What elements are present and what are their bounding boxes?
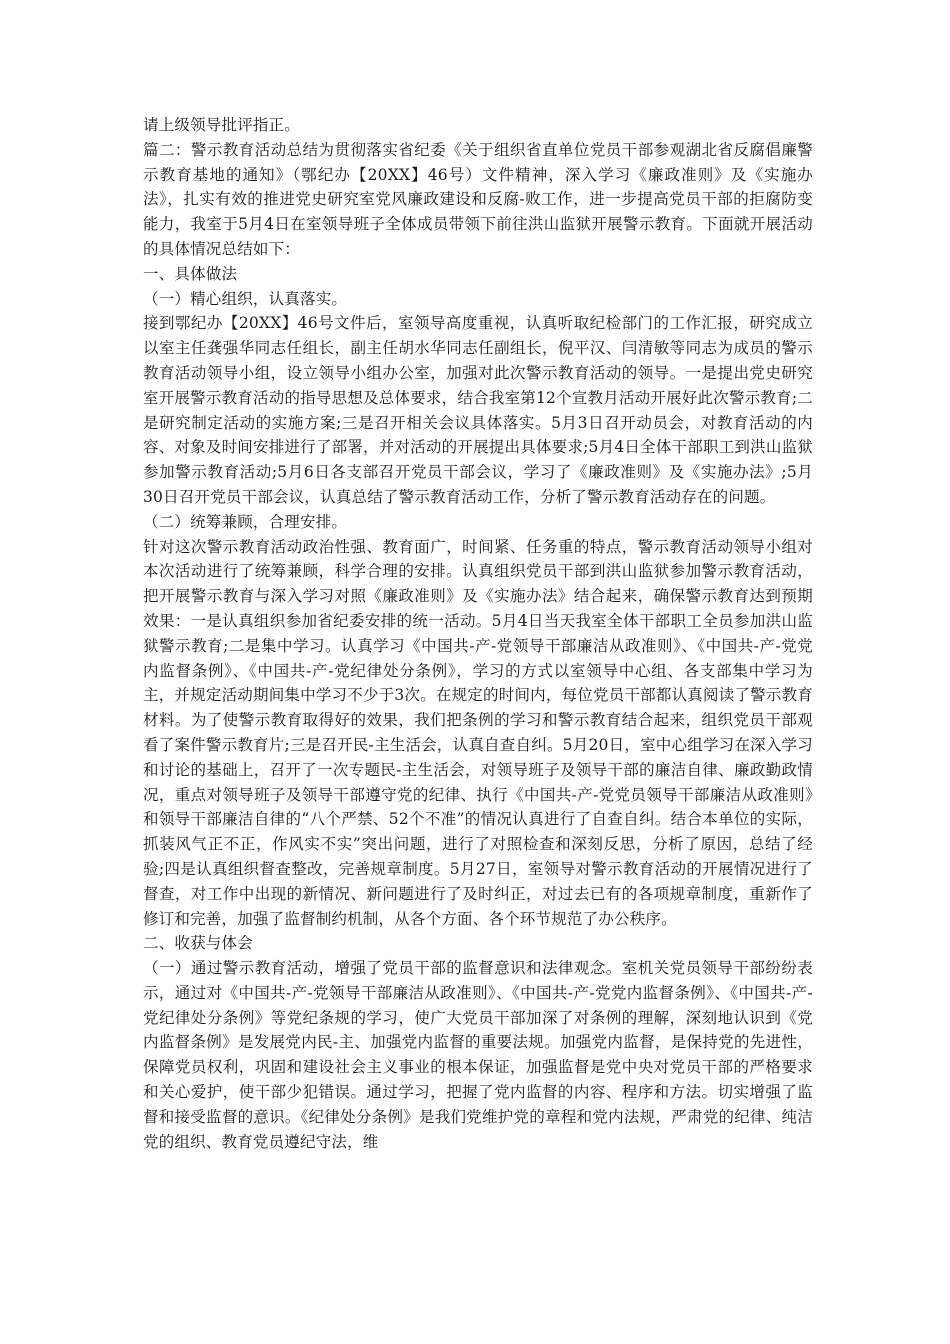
paragraph: （一）通过警示教育活动，增强了党员干部的监督意识和法律观念。室机关党员领导干部纷纷表示，通过对《中国共-产-党领导干部廉洁从政准则》、《中国共-产-党党内监督条例》、《中国共-产-党纪律处分条例》等党纪条规的学习，使广大党员干部加深了对条例的理解，深刻地认识到《党内监督条例》是发展党内民-主、加强党内监督的重要法规。加强党内监督，是保持党的先进性，保障党员权利，巩固和建设社会主义事业的根本保证，加强监督是党中央对党员干部的严格要求和关心爱护，使干部少犯错误。通过学习，把握了党内监督的内容、程序和方法。切实增强了监督和接受监督的意识。《纪律处分条例》是我们党维护党的章程和党内法规，严肃党的纪律、纯洁党的组织、教育党员遵纪守法，维 (143, 959, 813, 1151)
paragraph: 接到鄂纪办【20XX】46号文件后，室领导高度重视，认真听取纪检部门的工作汇报，研究成立以室主任龚强华同志任组长，副主任胡水华同志任副组长，倪平汉、闫清敏等同志为成员的警示教育活动领导小组，设立领导小组办公室，加强对此次警示教育活动的领导。一是提出党史研究室开展警示教育活动的指导思想及总体要求，结合我室第12个宣教月活动开展好此次警示教育;二是研究制定活动的实施方案;三是召开相关会议具体落实。5月3日召开动员会，对教育活动的内容、对象及时间安排进行了部署，并对活动的开展提出具体要求;5月4日全体干部职工到洪山监狱参加警示教育活动;5月6日各支部召开党员干部会议，学习了《廉政准则》及《实施办法》;5月30日召开党员干部会议，认真总结了警示教育活动工作，分析了警示教育活动存在的问题。 (143, 314, 813, 506)
document-body (143, 113, 813, 1154)
subsection-heading: （一）精心组织，认真落实。 (143, 289, 348, 308)
section-heading: 一、具体做法 (143, 264, 238, 283)
paragraph-intro: 篇二：警示教育活动总结为贯彻落实省纪委《关于组织省直单位党员干部参观湖北省反腐倡廉警示教育基地的通知》（鄂纪办【20XX】46号）文件精神，深入学习《廉政准则》及《实施办法》，扎实有效的推进党史研究室党风廉政建设和反腐-败工作，进一步提高党员干部的拒腐防变能力，我室于5月4日在室领导班子全体成员带领下前往洪山监狱开展警示教育。下面就开展活动的具体情况总结如下： (143, 140, 813, 258)
section-heading: 二、收获与体会 (143, 934, 253, 953)
paragraph: 针对这次警示教育活动政治性强、教育面广，时间紧、任务重的特点，警示教育活动领导小组对本次活动进行了统筹兼顾，科学合理的安排。认真组织党员干部到洪山监狱参加警示教育活动，把开展警示教育与深入学习对照《廉政准则》及《实施办法》结合起来，确保警示教育达到预期效果：一是认真组织参加省纪委安排的统一活动。5月4日当天我室全体干部职工全员参加洪山监狱警示教育;二是集中学习。认真学习《中国共-产-党领导干部廉洁从政准则》、《中国共-产-党党内监督条例》、《中国共-产-党纪律处分条例》，学习的方式以室领导中心组、各支部集中学习为主，并规定活动期间集中学习不少于3次。在规定的时间内，每位党员干部都认真阅读了警示教育材料。为了使警示教育取得好的效果，我们把条例的学习和警示教育结合起来，组织党员干部观看了案件警示教育片;三是召开民-主生活会，认真自查自纠。5月20日，室中心组学习在深入学习和讨论的基础上，召开了一次专题民-主生活会，对领导班子及领导干部的廉洁自律、廉政勤政情况，重点对领导班子及领导干部遵守党的纪律、执行《中国共-产-党党员领导干部廉洁从政准则》和领导干部廉洁自律的“八个严禁、52个不准”的情况认真进行了自查自纠。结合本单位的实际，抓装风气正不正，作风实不实”突出问题，进行了对照检查和深刻反思，分析了原因，总结了经验;四是认真组织督查整改，完善规章制度。5月27日，室领导对警示教育活动的开展情况进行了督查，对工作中出现的新情况、新问题进行了及时纠正，对过去已有的各项规章制度，重新作了修订和完善，加强了监督制约机制，从各个方面、各个环节规范了办公秩序。 (143, 537, 813, 928)
closing-line: 请上级领导批评指正。 (143, 116, 301, 134)
subsection-heading: （二）统筹兼顾，合理安排。 (143, 512, 348, 531)
